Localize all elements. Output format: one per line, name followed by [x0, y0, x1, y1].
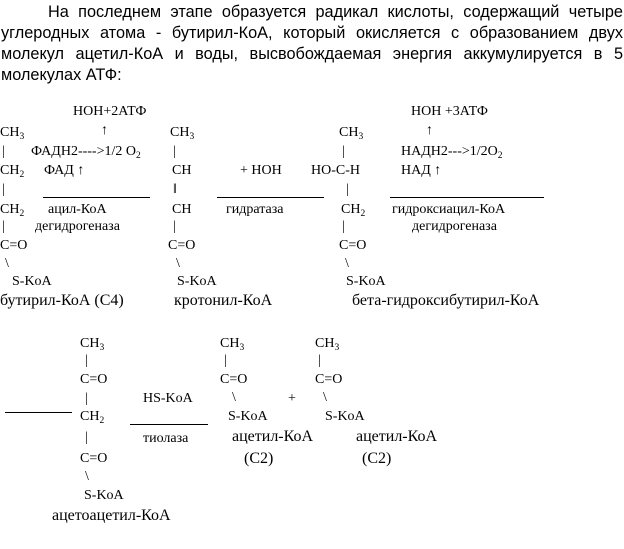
compound-name-hydroxybutyryl: бета-гидроксибутирил-КоА [352, 292, 540, 309]
bond: \ [5, 256, 9, 271]
bond: \ [323, 390, 327, 405]
s-koa: S-KoA [12, 274, 52, 289]
carbonyl: C=O [80, 372, 108, 387]
compound-name-acetoacetyl: ацетоацетил-КоА [52, 507, 171, 524]
paragraph-line-4: молекулах АТФ: [1, 66, 122, 84]
butyryl-ch2-b: $CH_2$ [0, 202, 25, 219]
bond: | [342, 144, 345, 159]
bond: | [224, 353, 227, 368]
bond: | [173, 219, 176, 234]
nadh2-label: $НАДН2--->1/2O_2$ [401, 144, 503, 161]
bond: | [85, 353, 88, 368]
reaction-line-1 [43, 197, 150, 198]
water-2atp-label: НОН+2АТФ [73, 104, 147, 119]
bond: | [2, 182, 5, 197]
butyryl-ch3: $CH_3$ [0, 125, 25, 142]
acetyl2-ch3: $CH_3$ [315, 336, 340, 353]
crotonyl-ch-b: CH [172, 202, 192, 217]
bond: | [318, 353, 321, 368]
compound-name-crotonyl: кротонил-КоА [174, 292, 273, 309]
bond: | [85, 391, 88, 406]
c2-label-2: (С2) [362, 450, 392, 467]
acetoacetyl-ch2: $CH_2$ [80, 409, 105, 426]
bond: | [346, 182, 349, 197]
hydroxybutyryl-ch3: $CH_3$ [339, 125, 364, 142]
carbonyl: C=O [0, 238, 28, 253]
intro-paragraph [1, 2, 623, 86]
enzyme-hydroxyacyl-line2: дегидрогеназа [412, 219, 497, 234]
bond: | [2, 144, 5, 159]
paragraph-line-2: углеродных атома - бутирил-КоА, который окисляется с образованием двух [1, 24, 623, 42]
ho-c-h-group: НО-С-Н [311, 163, 360, 178]
bond: | [85, 430, 88, 445]
s-koa: S-KoA [84, 488, 124, 503]
water-3atp-label: НОН +3АТФ [411, 104, 488, 119]
reaction-line-incoming [5, 412, 72, 413]
carbonyl: C=O [220, 372, 248, 387]
bond: | [2, 219, 5, 234]
nad-label: НАД ↑ [401, 163, 442, 178]
carbonyl: C=O [315, 372, 343, 387]
carbonyl: C=O [339, 238, 367, 253]
reaction-line-2 [217, 197, 324, 198]
acetoacetyl-ch3: $CH_3$ [80, 336, 105, 353]
carbonyl: C=O [168, 238, 196, 253]
compound-name-butyryl: бутирил-КоА (С4) [0, 292, 124, 309]
enzyme-thiolase: тиолаза [143, 431, 189, 446]
bond: | [173, 144, 176, 159]
bond: \ [176, 256, 180, 271]
acetyl-coa-name-2: ацетил-КоА [356, 428, 438, 445]
enzyme-hydroxyacyl-line1: гидроксиацил-КоА [392, 202, 506, 217]
reaction-line-thiolase [130, 424, 208, 425]
fad-label: ФАД ↑ [44, 163, 85, 178]
hydroxybutyryl-ch2: $CH_2$ [341, 202, 366, 219]
s-koa: S-KoA [346, 274, 386, 289]
plus-sign: + [288, 391, 296, 406]
butyryl-ch2: $CH_2$ [0, 163, 25, 180]
acetyl1-ch3: $CH_3$ [220, 336, 245, 353]
arrow-up-2: ↑ [426, 123, 433, 138]
carbonyl: C=O [80, 451, 108, 466]
hs-koa-label: HS-KoA [143, 391, 193, 406]
bond: | [342, 219, 345, 234]
c2-label-1: (С2) [244, 450, 274, 467]
enzyme-acyl-coa-line1: ацил-КоА [48, 202, 107, 217]
arrow-up-1: ↑ [101, 123, 108, 138]
s-koa: S-KoA [228, 409, 268, 424]
crotonyl-ch: CH [172, 163, 192, 178]
s-koa: S-KoA [177, 274, 217, 289]
bond: \ [232, 390, 236, 405]
enzyme-hydratase: гидратаза [226, 202, 284, 217]
bond: \ [345, 256, 349, 271]
crotonyl-ch3: $CH_3$ [170, 125, 195, 142]
enzyme-acyl-coa-line2: дегидрогеназа [35, 219, 120, 234]
plus-water-label: + НОН [240, 163, 282, 178]
reaction-line-3 [390, 197, 544, 198]
fadh2-label: ФАДН2---->1/2 $O_2$ [31, 144, 141, 161]
s-koa: S-KoA [325, 409, 365, 424]
paragraph-line-3: молекул ацетил-КоА и воды, высвобождаемая энергия аккумулируется в 5 [1, 45, 623, 63]
paragraph-line-1: На последнем этапе образуется радикал кислоты, содержащий четыре [48, 3, 623, 21]
double-bond: ‖ [173, 182, 177, 197]
acetyl-coa-name-1: ацетил-КоА [232, 428, 314, 445]
bond: \ [85, 469, 89, 484]
